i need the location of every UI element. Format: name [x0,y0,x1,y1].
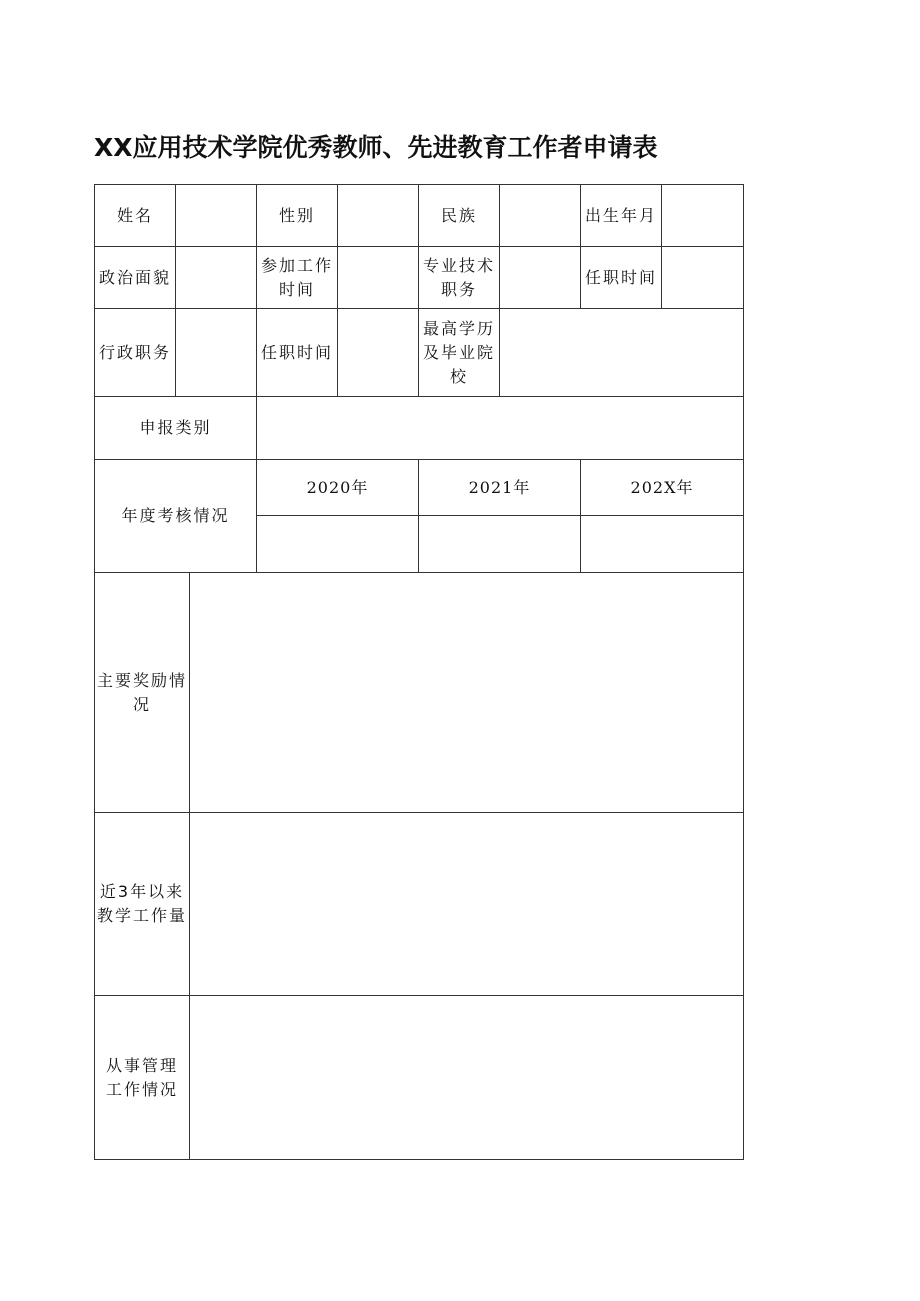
input-birth[interactable] [662,185,743,246]
year-2021-header: 2021年 [468,477,531,497]
label-awards-line1: 主要奖励情 [97,670,188,690]
input-workload[interactable] [190,813,743,995]
input-work-start[interactable] [338,247,418,308]
year-2020-header: 2020年 [306,477,369,497]
label-birth: 出生年月 [584,205,657,225]
label-admin-post: 行政职务 [98,342,171,362]
label-education-line3: 校 [449,366,468,386]
label-prof-title [419,247,499,308]
label-workload-line2: 教学工作量 [97,906,188,925]
input-management[interactable] [190,996,743,1159]
label-education [419,309,499,396]
label-tenure: 任职时间 [584,267,657,287]
label-education-line2: 及毕业院 [422,342,495,362]
label-annual-review: 年度考核情况 [121,506,230,525]
input-education[interactable] [500,309,743,396]
label-ethnicity: 民族 [440,205,477,225]
input-awards[interactable] [190,573,743,812]
label-name: 姓名 [116,205,153,225]
input-admin-post[interactable] [176,309,256,396]
input-review-2020[interactable] [257,516,418,572]
label-management [95,996,189,1159]
label-awards [95,573,189,812]
label-gender: 性别 [278,205,315,225]
input-name[interactable] [176,185,256,246]
label-category: 申报类别 [139,418,212,437]
year-202x-header: 202X年 [630,477,694,497]
input-review-202x[interactable] [581,516,743,572]
input-political[interactable] [176,247,256,308]
label-awards-line2: 况 [132,694,151,714]
label-work-start-line1: 参加工作 [260,255,333,275]
label-prof-title-line2: 职务 [440,279,477,299]
input-review-2021[interactable] [419,516,580,572]
label-management-line2: 工作情况 [105,1079,178,1099]
input-ethnicity[interactable] [500,185,580,246]
input-prof-title[interactable] [500,247,580,308]
table-border-bottom [94,1159,744,1160]
label-work-start-line2: 时间 [278,279,315,299]
input-tenure[interactable] [662,247,743,308]
label-work-start [257,247,337,308]
input-gender[interactable] [338,185,418,246]
label-management-line1: 从事管理 [105,1055,178,1075]
label-political: 政治面貌 [98,267,171,287]
label-workload-line1: 近3年以来 [99,882,185,901]
label-admin-tenure: 任职时间 [260,342,333,362]
label-workload [95,813,189,995]
label-prof-title-line1: 专业技术 [422,255,495,275]
input-category[interactable] [257,397,743,459]
table-border-right [743,184,744,1160]
input-admin-tenure[interactable] [338,309,418,396]
label-education-line1: 最高学历 [422,318,495,338]
form-title: XX应用技术学院优秀教师、先进教育工作者申请表 [94,133,658,162]
